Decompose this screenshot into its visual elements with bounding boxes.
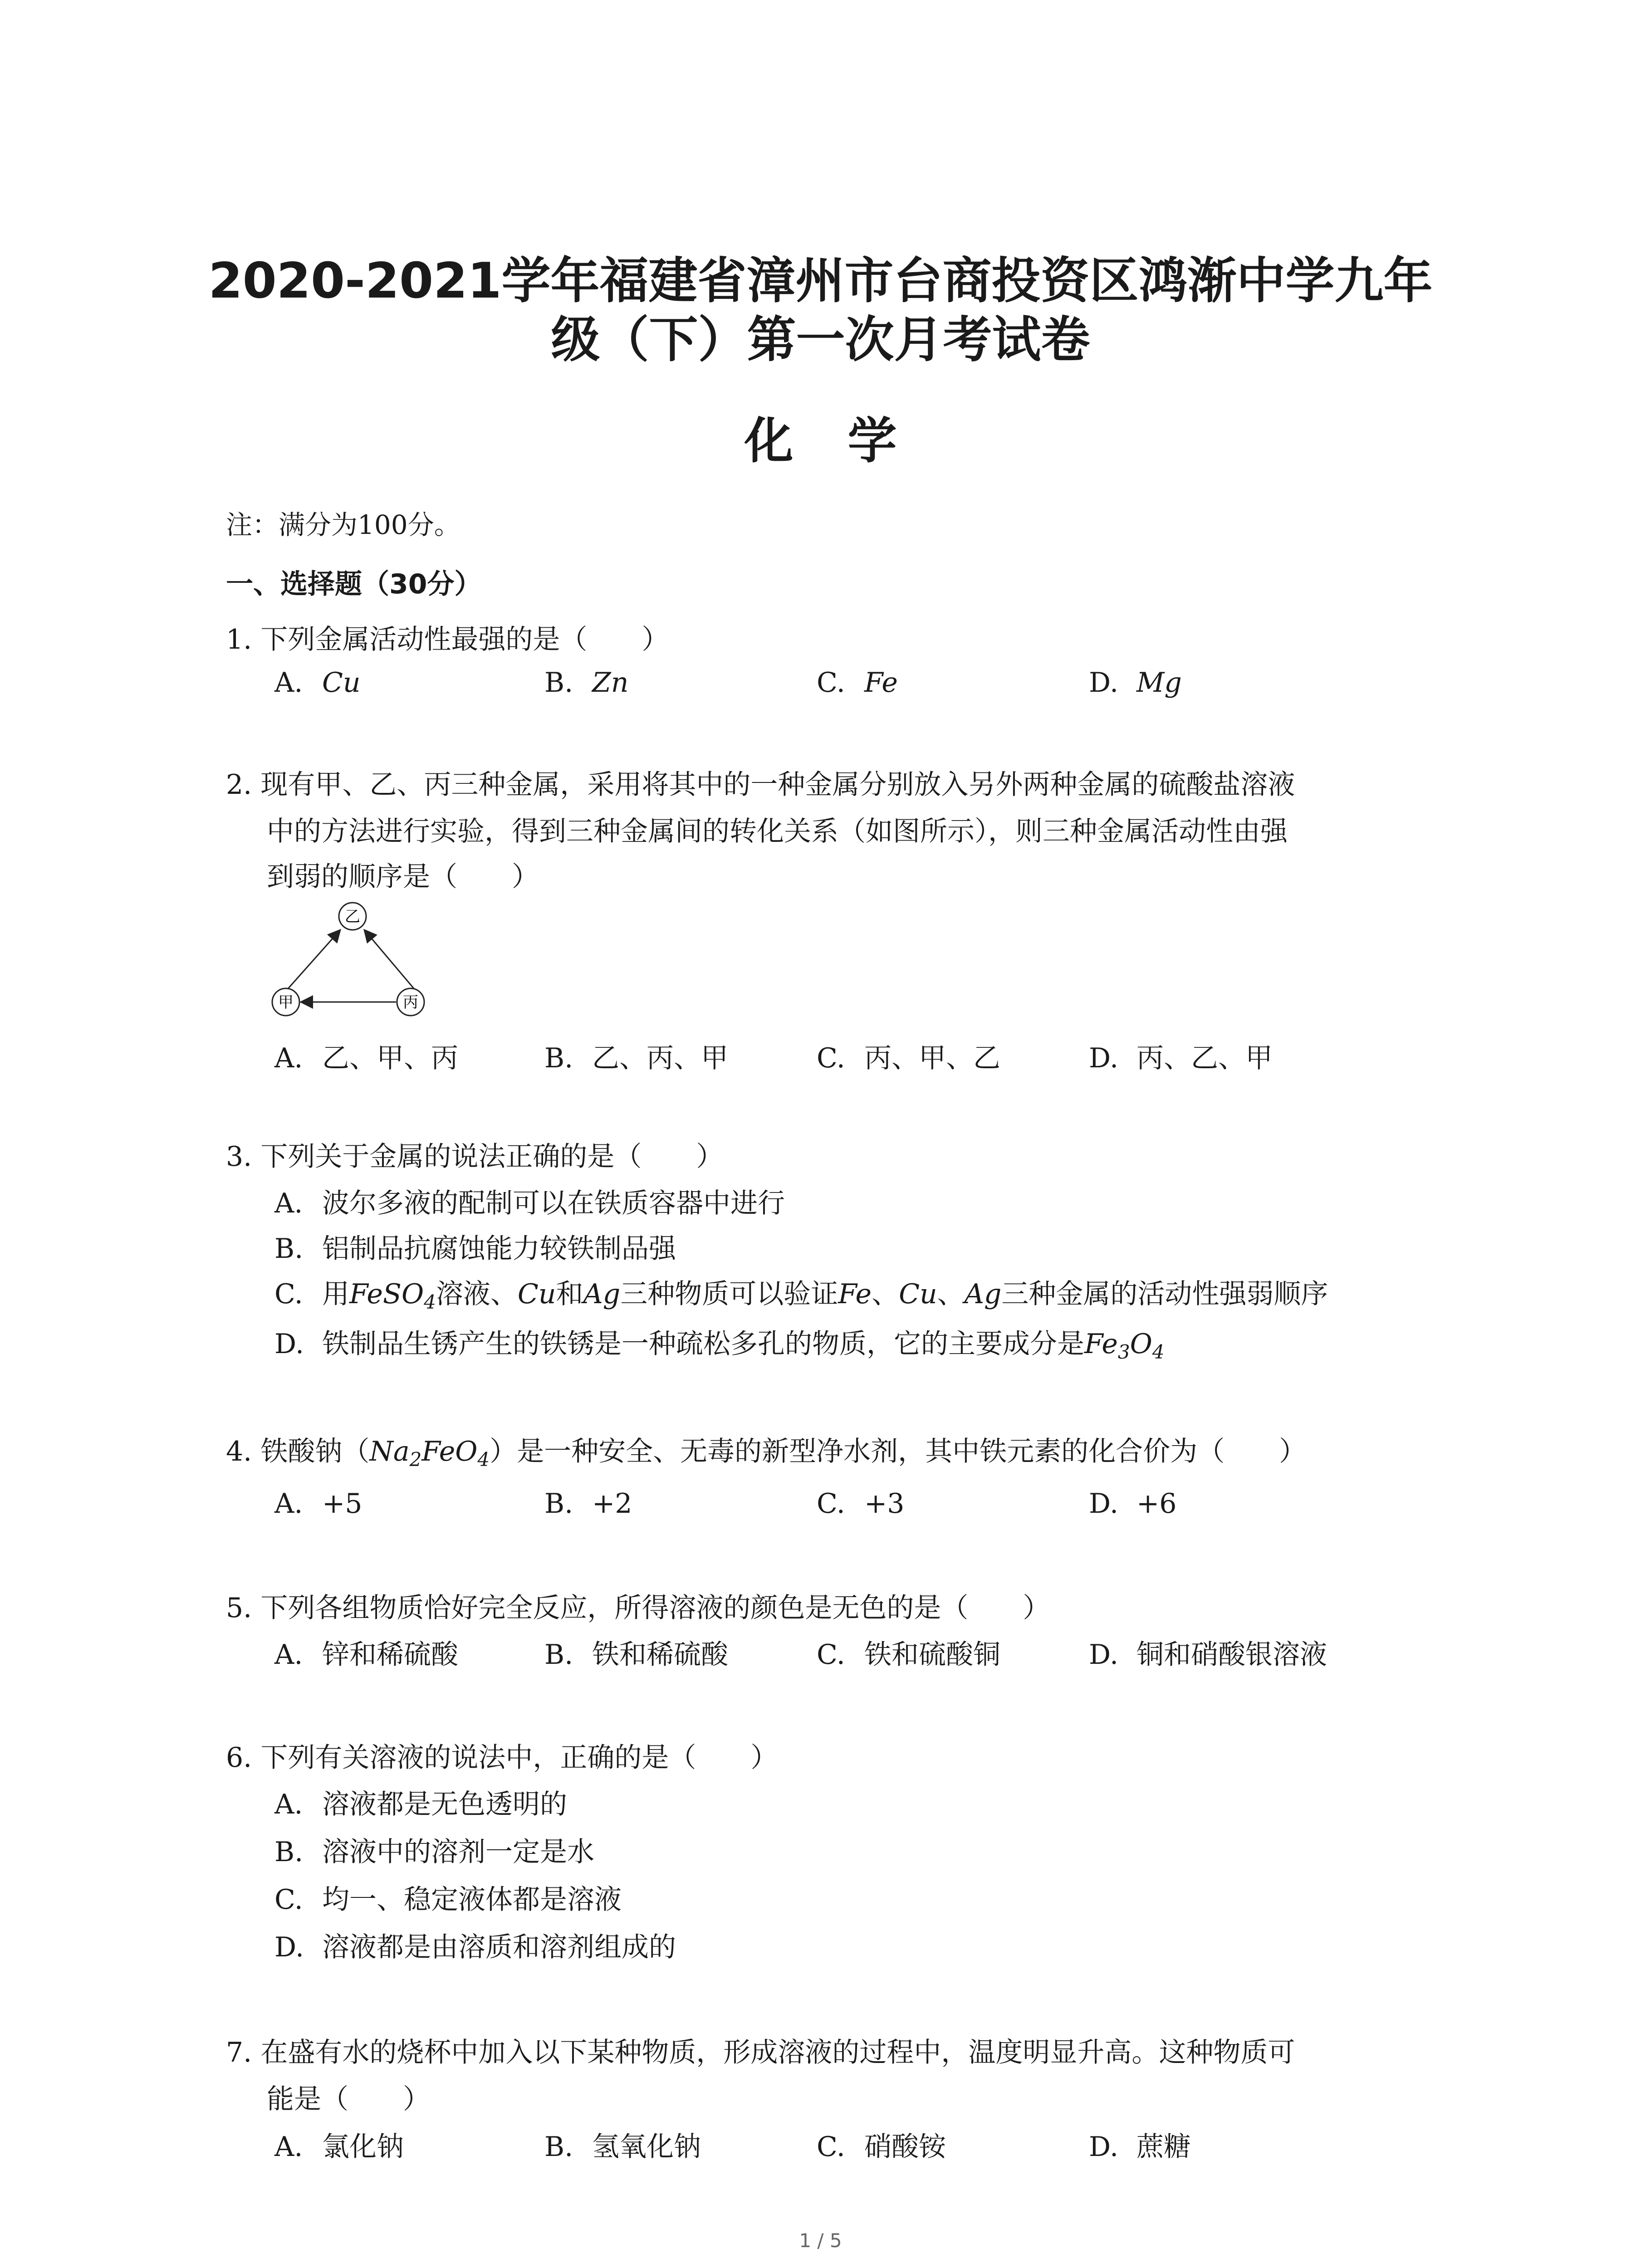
q2-option-c	[817, 1036, 1000, 1075]
arrow-jia-to-yi	[286, 930, 340, 991]
formula-fe: Fe	[1084, 1328, 1118, 1360]
option-text: Zn	[592, 667, 629, 699]
question-2-stem-line3: 到弱的顺序是（ ）	[267, 861, 539, 893]
option-letter: B.	[274, 1233, 304, 1265]
q6-option-d	[274, 1926, 676, 1965]
option-text: 铁和硫酸铜	[864, 1639, 1000, 1671]
option-letter: C.	[274, 1278, 303, 1310]
option-text: 丙、甲、乙	[864, 1042, 1000, 1074]
q4-option-b	[544, 1488, 632, 1520]
q4-option-a	[274, 1488, 362, 1520]
node-jia-label: 甲	[278, 993, 294, 1012]
option-letter: C.	[817, 2131, 845, 2163]
node-bing-label: 丙	[403, 993, 418, 1012]
option-letter: D.	[1089, 1042, 1119, 1074]
option-text: 溶液中的溶剂一定是水	[322, 1836, 594, 1868]
option-letter: A.	[274, 1639, 303, 1671]
option-letter: D.	[274, 1931, 304, 1963]
question-6-stem: 6. 下列有关溶液的说法中，正确的是（ ）	[226, 1742, 778, 1774]
option-text: 乙、丙、甲	[592, 1042, 728, 1074]
option-text: 氢氧化钠	[592, 2131, 701, 2163]
stem-text-post: ）是一种安全、无毒的新型净水剂，其中铁元素的化合价为（ ）	[490, 1436, 1307, 1467]
formula-cu: Cu	[517, 1278, 556, 1310]
q3-option-c	[274, 1272, 1328, 1313]
option-text-mid: 和	[556, 1278, 583, 1310]
option-text: 铁和稀硫酸	[592, 1639, 728, 1671]
option-letter: A.	[274, 1789, 303, 1820]
option-letter: B.	[544, 1639, 573, 1671]
option-text: 氯化钠	[322, 2131, 404, 2163]
option-text: Cu	[322, 667, 361, 699]
q7-option-d	[1089, 2125, 1191, 2164]
option-letter: B.	[544, 1488, 573, 1520]
option-text-pre: 用	[322, 1278, 349, 1310]
formula-subscript: 4	[477, 1448, 490, 1471]
option-text: 丙、乙、甲	[1136, 1042, 1273, 1074]
formula-feo: FeO	[421, 1436, 478, 1467]
formula-subscript: 3	[1117, 1341, 1130, 1363]
q4-option-c	[817, 1488, 904, 1520]
question-4-stem	[226, 1429, 1306, 1482]
q3-option-b	[274, 1227, 676, 1266]
option-letter: D.	[1089, 1639, 1119, 1671]
option-letter: B.	[544, 1042, 573, 1074]
metal-transformation-diagram	[265, 900, 456, 1027]
option-letter: A.	[274, 1488, 303, 1520]
option-text: +3	[864, 1488, 905, 1520]
option-letter: D.	[1089, 1488, 1119, 1520]
score-note: 注：满分为100分。	[226, 509, 460, 540]
q2-option-b	[544, 1036, 728, 1075]
option-text: 蔗糖	[1136, 2131, 1191, 2163]
formula-feso4: FeSO	[349, 1278, 424, 1310]
arrow-bing-to-yi	[364, 930, 416, 991]
q7-option-b	[544, 2125, 701, 2164]
formula-subscript: 2	[409, 1448, 422, 1471]
option-letter: B.	[544, 667, 573, 699]
option-text: +2	[592, 1488, 632, 1520]
option-text: 溶液都是无色透明的	[322, 1789, 567, 1820]
option-text: 均一、稳定液体都是溶液	[322, 1884, 622, 1916]
option-text: Mg	[1136, 667, 1182, 699]
q6-option-b	[274, 1830, 594, 1869]
option-letter: D.	[1089, 2131, 1119, 2163]
q2-option-d	[1089, 1036, 1273, 1075]
question-2-stem-line1: 2. 现有甲、乙、丙三种金属，采用将其中的一种金属分别放入另外两种金属的硫酸盐溶液	[226, 769, 1295, 801]
q5-option-b	[544, 1633, 728, 1672]
option-text-mid: 溶液、	[436, 1278, 518, 1310]
option-text: +5	[322, 1488, 362, 1520]
option-letter: D.	[1089, 667, 1119, 699]
q6-option-a	[274, 1783, 567, 1822]
question-5-stem: 5. 下列各组物质恰好完全反应，所得溶液的颜色是无色的是（ ）	[226, 1592, 1050, 1624]
q6-option-c	[274, 1878, 622, 1917]
option-text-post: 三种金属的活动性强弱顺序	[1001, 1278, 1328, 1310]
q2-option-a	[274, 1036, 458, 1075]
q5-option-c	[817, 1633, 1000, 1672]
option-letter: C.	[274, 1884, 303, 1916]
option-text-mid: 、	[872, 1278, 899, 1310]
subject-title: 化学	[744, 413, 951, 469]
option-text: 乙、甲、丙	[322, 1042, 458, 1074]
question-3-stem: 3. 下列关于金属的说法正确的是（ ）	[226, 1141, 724, 1173]
exam-title-line2: 级（下）第一次月考试卷	[551, 312, 1090, 368]
exam-title-line1: 2020-2021学年福建省漳州市台商投资区鸿渐中学九年	[208, 253, 1433, 309]
option-letter: A.	[274, 1188, 303, 1219]
q1-option-b	[544, 667, 628, 699]
formula-na: Na	[369, 1436, 410, 1467]
formula-cu: Cu	[899, 1278, 937, 1310]
q1-option-d	[1089, 667, 1182, 699]
q3-option-a	[274, 1182, 785, 1221]
option-text: 溶液都是由溶质和溶剂组成的	[322, 1931, 676, 1963]
option-letter: A.	[274, 2131, 303, 2163]
option-text: 锌和稀硫酸	[322, 1639, 458, 1671]
q1-option-c	[817, 667, 898, 699]
formula-subscript: 4	[424, 1291, 436, 1313]
formula-ag: Ag	[583, 1278, 621, 1310]
stem-text-pre: 4. 铁酸钠（	[226, 1436, 370, 1467]
option-letter: A.	[274, 1042, 303, 1074]
option-letter: C.	[817, 1488, 845, 1520]
option-letter: B.	[544, 2131, 573, 2163]
formula-fe: Fe	[838, 1278, 872, 1310]
option-text: 铝制品抗腐蚀能力较铁制品强	[322, 1233, 676, 1265]
option-letter: C.	[817, 667, 845, 699]
formula-o: O	[1130, 1328, 1152, 1360]
question-1-stem: 1. 下列金属活动性最强的是（ ）	[226, 624, 669, 655]
question-2-stem-line2: 中的方法进行实验，得到三种金属间的转化关系（如图所示），则三种金属活动性由强	[267, 816, 1288, 847]
q3-option-d	[274, 1322, 1165, 1363]
option-text: +6	[1136, 1488, 1177, 1520]
option-text: 波尔多液的配制可以在铁质容器中进行	[322, 1188, 785, 1219]
formula-subscript: 4	[1152, 1341, 1165, 1363]
section-title: 一、选择题（30分）	[226, 568, 482, 600]
option-text: Fe	[864, 667, 898, 699]
q7-option-c	[817, 2125, 946, 2164]
option-text: 硝酸铵	[864, 2131, 946, 2163]
option-letter: C.	[817, 1042, 845, 1074]
q4-option-d	[1089, 1488, 1176, 1520]
q7-option-a	[274, 2125, 404, 2164]
option-text-mid: 三种物质可以验证	[620, 1278, 838, 1310]
q1-option-a	[274, 667, 361, 699]
option-letter: A.	[274, 667, 303, 699]
q5-option-d	[1089, 1633, 1327, 1672]
page-number: 1 / 5	[799, 2229, 842, 2252]
option-text-pre: 铁制品生锈产生的铁锈是一种疏松多孔的物质，它的主要成分是	[322, 1328, 1084, 1360]
option-text-mid: 、	[937, 1278, 965, 1310]
question-7-stem-line1: 7. 在盛有水的烧杯中加入以下某种物质，形成溶液的过程中，温度明显升高。这种物质可	[226, 2037, 1295, 2068]
formula-ag: Ag	[964, 1278, 1002, 1310]
option-text: 铜和硝酸银溶液	[1136, 1639, 1327, 1671]
option-letter: D.	[274, 1328, 304, 1360]
option-letter: C.	[817, 1639, 845, 1671]
option-letter: B.	[274, 1836, 304, 1868]
question-7-stem-line2: 能是（ ）	[267, 2083, 430, 2115]
node-yi-label: 乙	[345, 908, 360, 926]
q5-option-a	[274, 1633, 458, 1672]
